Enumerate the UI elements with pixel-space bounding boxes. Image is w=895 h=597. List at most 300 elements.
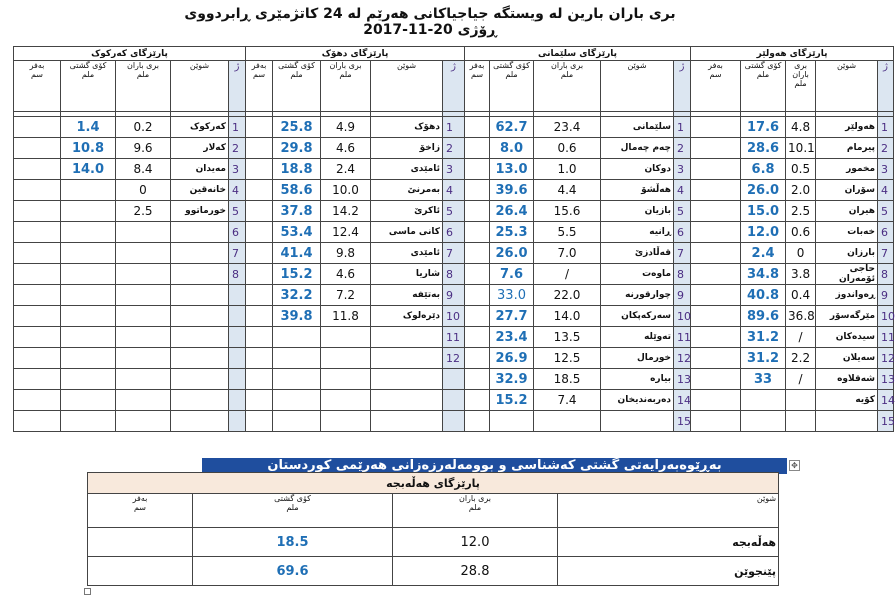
rain-cell: 4.9	[321, 117, 371, 138]
table-row	[14, 285, 894, 306]
rain-cell: 10.0	[321, 180, 371, 201]
col-header-rain: بری باران ملم	[116, 61, 171, 112]
col-header-snow: بەفر سم	[465, 61, 490, 112]
snow-cell	[465, 243, 490, 264]
total-cell: 1.4	[61, 117, 116, 138]
snow-cell	[14, 369, 61, 390]
rain-cell: 0	[786, 243, 816, 264]
rain-cell: /	[786, 327, 816, 348]
col-header-rain: بری باران ملم	[786, 61, 816, 112]
snow-cell	[246, 222, 273, 243]
row-number: 12	[878, 348, 894, 369]
col-header-total: کۆی گشتی ملم	[273, 61, 321, 112]
snow-cell	[691, 264, 741, 285]
table-row	[14, 243, 894, 264]
total-cell	[273, 369, 321, 390]
place-cell	[171, 411, 229, 432]
place-cell: سەیلان	[816, 348, 878, 369]
row-number: 10	[878, 306, 894, 327]
snow-cell	[691, 327, 741, 348]
col-header-total: کۆی گشتی ملم	[741, 61, 786, 112]
rain-cell: 12.4	[321, 222, 371, 243]
rain-cell: 14.0	[534, 306, 601, 327]
total-cell: 41.4	[273, 243, 321, 264]
place-cell	[371, 369, 443, 390]
place-cell: بازیان	[601, 201, 674, 222]
total-cell: 7.6	[490, 264, 534, 285]
col-header-number: ژ	[674, 61, 691, 112]
rain-cell: 9.6	[116, 138, 171, 159]
row-number: 11	[878, 327, 894, 348]
rain-cell: 7.2	[321, 285, 371, 306]
place-cell: دوکان	[601, 159, 674, 180]
row-number: 2	[674, 138, 691, 159]
total-cell: 18.5	[193, 528, 393, 557]
table-row	[14, 306, 894, 327]
row-number: 2	[229, 138, 246, 159]
table-row	[14, 159, 894, 180]
place-cell: پیرمام	[816, 138, 878, 159]
rain-cell: 3.8	[786, 264, 816, 285]
total-cell: 37.8	[273, 201, 321, 222]
rain-cell: 11.8	[321, 306, 371, 327]
row-number: 8	[229, 264, 246, 285]
total-cell: 39.6	[490, 180, 534, 201]
rain-cell	[321, 411, 371, 432]
place-cell	[171, 285, 229, 306]
snow-cell	[246, 159, 273, 180]
total-cell: 53.4	[273, 222, 321, 243]
rain-cell	[321, 327, 371, 348]
table-row	[14, 411, 894, 432]
table-row	[14, 201, 894, 222]
row-number	[229, 411, 246, 432]
col-header-number: ژ	[878, 61, 894, 112]
snow-cell	[14, 348, 61, 369]
snow-cell	[246, 327, 273, 348]
row-number: 12	[674, 348, 691, 369]
rain-cell: 36.8	[786, 306, 816, 327]
place-cell: ئامێدی	[371, 243, 443, 264]
place-cell: دێرەلوک	[371, 306, 443, 327]
table-row	[14, 180, 894, 201]
row-number	[229, 306, 246, 327]
row-number: 9	[878, 285, 894, 306]
rain-cell: 5.5	[534, 222, 601, 243]
total-cell: 12.0	[741, 222, 786, 243]
total-cell	[61, 390, 116, 411]
table-move-handle[interactable]: ✥	[789, 460, 800, 471]
snow-cell	[14, 327, 61, 348]
rain-cell: 23.4	[534, 117, 601, 138]
total-cell: 69.6	[193, 557, 393, 586]
snow-cell	[246, 201, 273, 222]
rain-cell: 4.4	[534, 180, 601, 201]
snow-cell	[246, 411, 273, 432]
place-cell: ئامێدی	[371, 159, 443, 180]
snow-cell	[465, 138, 490, 159]
rain-cell: 2.0	[786, 180, 816, 201]
place-cell: سلێمانی	[601, 117, 674, 138]
rain-cell	[786, 411, 816, 432]
snow-cell	[691, 180, 741, 201]
table-row	[14, 369, 894, 390]
total-cell: 26.0	[490, 243, 534, 264]
rain-cell	[321, 390, 371, 411]
place-cell: ئاکرێ	[371, 201, 443, 222]
col-header-total: کۆی گشتی ملم	[61, 61, 116, 112]
rain-cell	[116, 327, 171, 348]
place-cell: هەولێر	[816, 117, 878, 138]
row-number	[229, 285, 246, 306]
col-header-place: شوێن	[558, 494, 779, 528]
snow-cell	[246, 285, 273, 306]
total-cell: 15.2	[490, 390, 534, 411]
total-cell	[490, 411, 534, 432]
place-cell: چەم چەمال	[601, 138, 674, 159]
rain-cell: 0.4	[786, 285, 816, 306]
row-number	[229, 348, 246, 369]
total-cell	[273, 411, 321, 432]
place-cell	[171, 348, 229, 369]
row-number: 1	[229, 117, 246, 138]
table-row	[14, 138, 894, 159]
place-cell: مێرگەسۆر	[816, 306, 878, 327]
total-cell: 6.8	[741, 159, 786, 180]
rainfall-table	[13, 46, 894, 432]
rain-cell	[116, 411, 171, 432]
row-number	[443, 390, 465, 411]
place-cell: چوارقورنە	[601, 285, 674, 306]
place-cell: ڕانیە	[601, 222, 674, 243]
table-row	[14, 390, 894, 411]
total-cell: 32.2	[273, 285, 321, 306]
rain-cell	[534, 411, 601, 432]
row-number: 3	[674, 159, 691, 180]
row-number: 9	[443, 285, 465, 306]
total-cell	[61, 180, 116, 201]
rain-cell: 28.8	[393, 557, 558, 586]
row-number: 12	[443, 348, 465, 369]
total-cell	[61, 348, 116, 369]
col-header-number: ژ	[443, 61, 465, 112]
snow-cell	[691, 243, 741, 264]
total-cell: 33	[741, 369, 786, 390]
rain-cell: 15.6	[534, 201, 601, 222]
total-cell: 2.4	[741, 243, 786, 264]
total-cell: 29.8	[273, 138, 321, 159]
place-cell: کانی ماسی	[371, 222, 443, 243]
place-cell: دهۆک	[371, 117, 443, 138]
col-header-rain: بری باران ملم	[393, 494, 558, 528]
snow-cell	[246, 264, 273, 285]
row-number: 10	[443, 306, 465, 327]
rain-cell	[116, 369, 171, 390]
snow-cell	[465, 390, 490, 411]
row-number	[443, 369, 465, 390]
snow-cell	[246, 369, 273, 390]
snow-cell	[465, 159, 490, 180]
col-header-place: شوێن	[601, 61, 674, 112]
snow-cell	[246, 117, 273, 138]
table-row	[88, 557, 779, 586]
rain-cell: 10.1	[786, 138, 816, 159]
total-cell: 27.7	[490, 306, 534, 327]
halabja-table	[87, 472, 779, 586]
snow-cell	[246, 348, 273, 369]
snow-cell	[14, 222, 61, 243]
snow-cell	[465, 348, 490, 369]
col-header-snow: بەفر سم	[691, 61, 741, 112]
place-cell: بەتێفە	[371, 285, 443, 306]
snow-cell	[246, 390, 273, 411]
row-number: 1	[878, 117, 894, 138]
place-cell	[171, 327, 229, 348]
total-cell	[61, 411, 116, 432]
row-number: 11	[443, 327, 465, 348]
row-number: 5	[443, 201, 465, 222]
row-number: 15	[878, 411, 894, 432]
place-cell: پێنجوێن	[558, 557, 779, 586]
snow-cell	[14, 390, 61, 411]
agency-banner: بەڕێوەبەرایەتی گشتی کەشناسی و بوومەلەرزەزانی هەرێمی کوردستان	[202, 458, 787, 474]
row-number: 8	[443, 264, 465, 285]
place-cell: خورمال	[601, 348, 674, 369]
place-cell: شەقلاوە	[816, 369, 878, 390]
snow-cell	[14, 243, 61, 264]
rain-cell: 13.5	[534, 327, 601, 348]
place-cell: دەربەندیخان	[601, 390, 674, 411]
snow-cell	[14, 306, 61, 327]
total-cell	[273, 327, 321, 348]
total-cell: 13.0	[490, 159, 534, 180]
rain-cell: 2.5	[116, 201, 171, 222]
snow-cell	[691, 222, 741, 243]
row-number: 11	[674, 327, 691, 348]
place-cell: هیران	[816, 201, 878, 222]
total-cell: 34.8	[741, 264, 786, 285]
col-header-place: شوێن	[816, 61, 878, 112]
total-cell: 26.4	[490, 201, 534, 222]
place-cell	[371, 348, 443, 369]
row-number: 7	[674, 243, 691, 264]
row-number: 4	[878, 180, 894, 201]
rain-cell	[786, 390, 816, 411]
row-number: 4	[674, 180, 691, 201]
rain-cell: 4.6	[321, 138, 371, 159]
table-row	[14, 348, 894, 369]
rain-cell	[116, 222, 171, 243]
total-cell	[61, 285, 116, 306]
row-number: 15	[674, 411, 691, 432]
table-row	[88, 528, 779, 557]
rain-cell: 12.0	[393, 528, 558, 557]
snow-cell	[88, 528, 193, 557]
snow-cell	[465, 327, 490, 348]
row-number: 1	[674, 117, 691, 138]
snow-cell	[246, 180, 273, 201]
snow-cell	[691, 117, 741, 138]
row-number: 2	[443, 138, 465, 159]
region-header: پارێزگای کەرکوک	[14, 47, 246, 61]
snow-cell	[465, 264, 490, 285]
place-cell	[171, 222, 229, 243]
total-cell: 89.6	[741, 306, 786, 327]
place-cell: کۆیە	[816, 390, 878, 411]
rain-cell	[116, 243, 171, 264]
place-cell: خورماتوو	[171, 201, 229, 222]
snow-cell	[465, 201, 490, 222]
snow-cell	[246, 243, 273, 264]
row-number: 8	[878, 264, 894, 285]
snow-cell	[246, 138, 273, 159]
rain-cell	[116, 306, 171, 327]
total-cell	[741, 411, 786, 432]
rain-cell: 0.6	[534, 138, 601, 159]
row-number: 13	[878, 369, 894, 390]
total-cell: 26.0	[741, 180, 786, 201]
place-cell	[371, 411, 443, 432]
snow-cell	[246, 306, 273, 327]
total-cell	[273, 348, 321, 369]
snow-cell	[14, 180, 61, 201]
place-cell	[171, 390, 229, 411]
row-number	[443, 411, 465, 432]
place-cell	[371, 390, 443, 411]
place-cell: مخمور	[816, 159, 878, 180]
rain-cell: 0.5	[786, 159, 816, 180]
total-cell	[61, 327, 116, 348]
total-cell	[61, 243, 116, 264]
total-cell: 40.8	[741, 285, 786, 306]
rain-cell: 14.2	[321, 201, 371, 222]
row-number	[229, 369, 246, 390]
snow-cell	[465, 369, 490, 390]
row-number: 14	[878, 390, 894, 411]
rain-cell	[116, 264, 171, 285]
place-cell: خانەقین	[171, 180, 229, 201]
snow-cell	[465, 306, 490, 327]
row-number: 7	[229, 243, 246, 264]
col-header-snow: بەفر سم	[88, 494, 193, 528]
table-row	[14, 327, 894, 348]
table-row	[14, 117, 894, 138]
row-number: 6	[443, 222, 465, 243]
place-cell: سیدەکان	[816, 327, 878, 348]
rain-cell: 2.5	[786, 201, 816, 222]
total-cell: 62.7	[490, 117, 534, 138]
snow-cell	[465, 285, 490, 306]
total-cell: 31.2	[741, 327, 786, 348]
total-cell: 8.0	[490, 138, 534, 159]
row-number: 10	[674, 306, 691, 327]
total-cell: 18.8	[273, 159, 321, 180]
rain-cell: 0.6	[786, 222, 816, 243]
row-number: 7	[878, 243, 894, 264]
rain-cell: 8.4	[116, 159, 171, 180]
region-header: پارێزگای دهۆک	[246, 47, 465, 61]
region-header: پارێزگای سلێمانی	[465, 47, 691, 61]
place-cell: بیارە	[601, 369, 674, 390]
total-cell: 25.8	[273, 117, 321, 138]
row-number: 4	[229, 180, 246, 201]
snow-cell	[465, 222, 490, 243]
snow-cell	[691, 369, 741, 390]
rain-cell: 4.6	[321, 264, 371, 285]
page-title: بری باران بارین له ویستگه جیاجیاکانی هەرێم له 24 کاتژمێری ڕابردووی ڕۆژی 20-11-2017	[184, 6, 676, 38]
col-header-rain: بری باران ملم	[534, 61, 601, 112]
rain-cell: 22.0	[534, 285, 601, 306]
snow-cell	[691, 390, 741, 411]
place-cell: شاریا	[371, 264, 443, 285]
total-cell	[61, 222, 116, 243]
col-header-place: شوێن	[171, 61, 229, 112]
row-number: 5	[229, 201, 246, 222]
snow-cell	[14, 285, 61, 306]
total-cell: 58.6	[273, 180, 321, 201]
total-cell: 26.9	[490, 348, 534, 369]
rain-cell: 2.4	[321, 159, 371, 180]
row-number: 3	[878, 159, 894, 180]
total-cell: 14.0	[61, 159, 116, 180]
snow-cell	[691, 201, 741, 222]
snow-cell	[465, 180, 490, 201]
row-number: 6	[229, 222, 246, 243]
snow-cell	[691, 411, 741, 432]
row-number: 2	[878, 138, 894, 159]
rain-cell	[116, 348, 171, 369]
place-cell: بەمرنێ	[371, 180, 443, 201]
row-number: 8	[674, 264, 691, 285]
place-cell: کەرکوک	[171, 117, 229, 138]
col-header-number: ژ	[229, 61, 246, 112]
total-cell: 17.6	[741, 117, 786, 138]
place-cell	[371, 327, 443, 348]
snow-cell	[465, 117, 490, 138]
place-cell	[171, 264, 229, 285]
row-number: 14	[674, 390, 691, 411]
snow-cell	[88, 557, 193, 586]
rain-cell: 0	[116, 180, 171, 201]
snow-cell	[14, 117, 61, 138]
snow-cell	[14, 411, 61, 432]
region-header: پارێزگای هەولێر	[691, 47, 894, 61]
place-cell	[816, 411, 878, 432]
row-number: 6	[878, 222, 894, 243]
snow-cell	[691, 285, 741, 306]
place-cell: ڕەواندوز	[816, 285, 878, 306]
total-cell: 15.2	[273, 264, 321, 285]
row-number: 4	[443, 180, 465, 201]
col-header-total: کۆی گشتی ملم	[193, 494, 393, 528]
total-cell: 25.3	[490, 222, 534, 243]
row-number: 1	[443, 117, 465, 138]
table-resize-handle[interactable]	[84, 588, 91, 595]
place-cell: سەرکەپکان	[601, 306, 674, 327]
region-header-halabja: پارێزگای هەڵەبجە	[88, 473, 779, 494]
rain-cell: 2.2	[786, 348, 816, 369]
col-header-snow: بەفر سم	[14, 61, 61, 112]
row-number: 7	[443, 243, 465, 264]
place-cell: خەبات	[816, 222, 878, 243]
col-header-place: شوێن	[371, 61, 443, 112]
column-header-row	[14, 61, 894, 112]
place-cell: هەڵشۆ	[601, 180, 674, 201]
table-row	[14, 222, 894, 243]
rain-cell: /	[786, 369, 816, 390]
snow-cell	[691, 159, 741, 180]
row-number: 9	[674, 285, 691, 306]
